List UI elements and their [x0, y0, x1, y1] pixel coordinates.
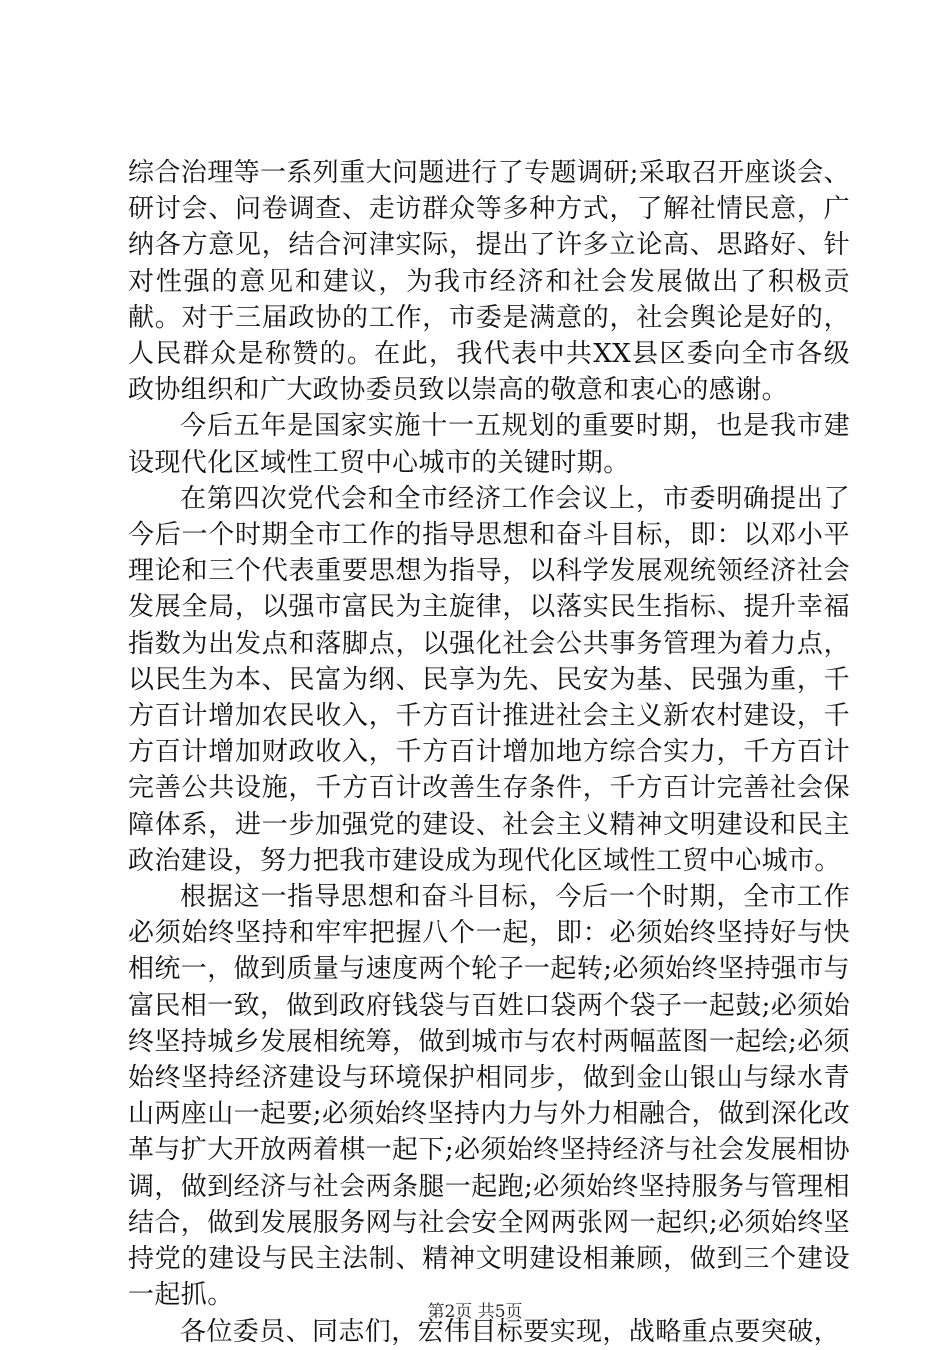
document-body: [128, 155, 850, 1350]
paragraph-2: 今后五年是国家实施十一五规划的重要时期，也是我市建设现代化区域性工贸中心城市的关键时期。: [128, 411, 850, 478]
page-number-footer: 第2页 共5页: [427, 1302, 523, 1322]
paragraph-4: 根据这一指导思想和奋斗目标，今后一个时期，全市工作必须始终坚持和牢牢把握八个一起，即：必须始终坚持好与快相统一，做到质量与速度两个轮子一起转;必须始终坚持强市与富民相一致，做到政府钱袋与百姓口袋两个袋子一起鼓;必须始终坚持城乡发展相统筹，做到城市与农村两幅蓝图一起绘;必须始终坚持经济建设与环境保护相同步，做到金山银山与绿水青山两座山一起要;必须始终坚持内力与外力相融合，做到深化改革与扩大开放两着棋一起下;必须始终坚持经济与社会发展相协调，做到经济与社会两条腿一起跑;必须始终坚持服务与管理相结合，做到发展服务网与社会安全网两张网一起织;必须始终坚持党的建设与民主法制、精神文明建设相兼顾，做到三个建设一起抓。: [128, 882, 850, 1311]
paragraph-1: 综合治理等一系列重大问题进行了专题调研;采取召开座谈会、研讨会、问卷调查、走访群众等多种方式，了解社情民意，广纳各方意见，结合河津实际，提出了许多立论高、思路好、针对性强的意见和建议，为我市经济和社会发展做出了积极贡献。对于三届政协的工作，市委是满意的，社会舆论是好的，人民群众是称赞的。在此，我代表中共XX县区委向全市各级政协组织和广大政协委员致以崇高的敬意和衷心的感谢。: [128, 158, 850, 406]
paragraph-5: 各位委员、同志们，宏伟目标要实现，战略重点要突破，: [180, 1316, 841, 1347]
paragraph-3: 在第四次党代会和全市经济工作会议上，市委明确提出了今后一个时期全市工作的指导思想和奋斗目标，即：以邓小平理论和三个代表重要思想为指导，以科学发展观统领经济社会发展全局，以强市富民为主旋律，以落实民生指标、提升幸福指数为出发点和落脚点，以强化社会公共事务管理为着力点，以民生为本、民富为纲、民享为先、民安为基、民强为重，千方百计增加农民收入，千方百计推进社会主义新农村建设，千方百计增加财政收入，千方百计增加地方综合实力，千方百计完善公共设施，千方百计改善生存条件，千方百计完善社会保障体系，进一步加强党的建设、社会主义精神文明建设和民主政治建设，努力把我市建设成为现代化区域性工贸中心城市。: [128, 483, 850, 876]
